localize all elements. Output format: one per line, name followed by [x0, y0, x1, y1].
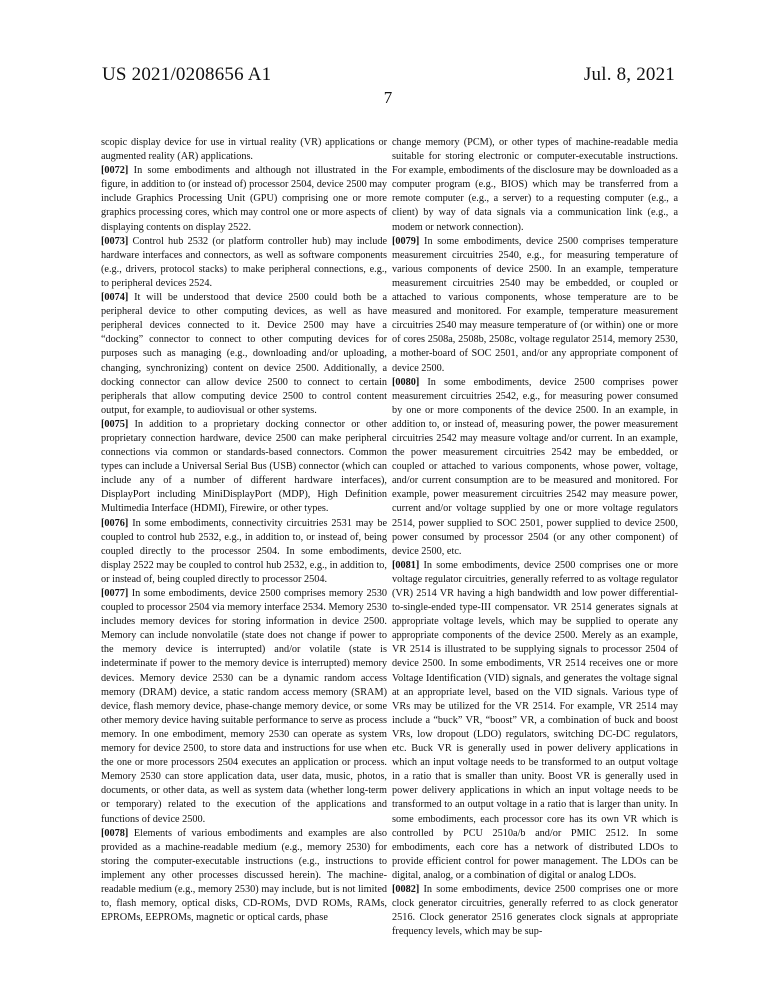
paragraph-0072	[101, 164, 387, 234]
left-column	[101, 136, 387, 925]
paragraph-0081	[392, 559, 678, 883]
paragraph-id: [0079]	[392, 235, 420, 247]
paragraph-text: In some embodiments, device 2500 comprises power measurement circuitries 2542, e.g., for measuring power consumed by one or more components of the device 2500. In an example, in addition to, or instead of, measuring power, the power measurement circuitries 2542 may measure voltage and/or current. In an example, the power measurement circuitries 2542 may be embedded, or coupled or attached to various components, whose power, voltage, and/or current consumption are to be measured and monitored. For example, power measurement circuitries 2542 may measure power, current and/or voltage supplied by one or more voltage regulators 2514, power supplied to SOC 2501, power supplied to device 2500, power consumed by processor 2504 (or any other component) of device 2500, etc.	[392, 376, 679, 557]
paragraph-0082	[392, 883, 678, 939]
paragraph-id: [0075]	[101, 418, 129, 430]
paragraph-text: scopic display device for use in virtual reality (VR) applications or augmented reality (AR) applications.	[101, 137, 387, 163]
paragraph-id: [0073]	[101, 235, 129, 247]
paragraph-text: In some embodiments, device 2500 comprises one or more voltage regulator circuitries, generally referred to as voltage regulator (VR) 2514 VR having a high bandwidth and low power differential-to-single-ended type-III compensator. VR 2514 generates signals at appropriate voltage levels, which may be supplied to operate any appropriate components of the device 2500. Merely as an example, VR 2514 is illustrated to be supplying signals to processor 2504 of device 2500. In some embodiments, VR 2514 receives one or more Voltage Identification (VID) signals, and generates the voltage signal at an appropriate level, based on the VID signals. Various type of VRs may be utilized for the VR 2514. For example, VR 2514 may include a “buck” VR, “boost” VR, a combination of buck and boost VRs, low dropout (LDO) regulators, switching DC-DC regulators, etc. Buck VR is generally used in power delivery applications in which an input voltage needs to be transformed to an output voltage in a ratio that is smaller than unity. Boost VR is generally used in power delivery applications in which an input voltage needs to be transformed to an output voltage in a ratio that is larger than unity. In some embodiments, each processor core has its own VR which is controlled by PCU 2510a/b and/or PMIC 2512. In some embodiments, each core has a network of distributed LDOs to provide efficient control for power management. The LDOs can be digital, analog, or a combination of digital or analog LDOs.	[392, 559, 679, 881]
paragraph-text: In some embodiments, device 2500 comprises temperature measurement circuitries 2540, e.g., for measuring temperature of various components of device 2500. In an example, temperature measurement circuitries 2540 may be embedded, or coupled or attached to various components, whose temperature are to be measured and monitored. For example, temperature measurement circuitries 2540 may measure temperature of (or within) one or more of cores 2508a, 2508b, 2508c, voltage regulator 2514, memory 2530, a mother-board of SOC 2501, and/or any appropriate component of device 2500.	[392, 235, 679, 374]
paragraph-text: In some embodiments, connectivity circuitries 2531 may be coupled to control hub 2532, e.g., in addition to, or instead of, being coupled directly to the processor 2504. In some embodiments, display 2522 may be coupled to control hub 2532, e.g., in addition to, or instead of, being coupled directly to processor 2504.	[101, 517, 387, 585]
paragraph-id: [0076]	[101, 517, 129, 529]
paragraph-text: It will be understood that device 2500 could both be a peripheral device to other computing devices, as well as have peripheral devices connected to it. Device 2500 may have a “docking” connector to connect to other computing devices for purposes such as managing (e.g., downloading and/or uploading, changing, synchronizing) content on device 2500. Additionally, a docking connector can allow device 2500 to connect to certain peripherals that allow computing device 2500 to control content output, for example, to audiovisual or other systems.	[101, 292, 388, 416]
paragraph-0075	[101, 418, 387, 517]
paragraph-text: In some embodiments, device 2500 comprises one or more clock generator circuitries, generally referred to as clock generator 2516. Clock generator 2516 generates clock signals at appropriate frequency levels, which may be sup-	[392, 883, 679, 938]
paragraph-0080	[392, 376, 678, 559]
paragraph-id: [0077]	[101, 588, 129, 599]
paragraph-id: [0082]	[392, 883, 420, 895]
paragraph-0074	[101, 291, 387, 418]
paragraph-text: In some embodiments, device 2500 comprises memory 2530 coupled to processor 2504 via memory interface 2534. Memory 2530 includes memory devices for storing information in device 2500. Memory can include nonvolatile (state does not change if power to the memory device is interrupted) and/or volatile (state is indeterminate if power to the memory device is interrupted) memory devices. Memory device 2530 can be a dynamic random access memory (DRAM) device, a static random access memory (SRAM) device, flash memory device, phase-change memory device, or some other memory device having suitable performance to serve as process memory. In one embodiment, memory 2530 can operate as system memory for device 2500, to store data and instructions for use when the one or more processors 2504 executes an application or process. Memory 2530 can store application data, user data, music, photos, documents, or other data, as well as system data (whether long-term or temporary) related to the execution of the applications and functions of device 2500.	[101, 588, 387, 825]
paragraph-text: Control hub 2532 (or platform controller hub) may include hardware interfaces and connectors, as well as software components (e.g., drivers, protocol stacks) to make peripheral connections, e.g., to peripheral devices 2524.	[101, 235, 388, 289]
paragraph-text: In addition to a proprietary docking connector or other proprietary connection hardware, device 2500 can make peripheral connections via common or standards-based connectors. Common types can include a Universal Serial Bus (USB) connector (which can include any of a number of different hardware interfaces), DisplayPort including MiniDisplayPort (MDP), High Definition Multimedia Interface (HDMI), Firewire, or other types.	[101, 418, 388, 515]
paragraph-continuation	[101, 136, 387, 164]
paragraph-id: [0074]	[101, 292, 129, 304]
paragraph-continuation	[392, 136, 678, 235]
paragraph-id: [0080]	[392, 376, 420, 388]
right-column	[392, 136, 678, 939]
publication-number: US 2021/0208656 A1	[102, 64, 272, 85]
paragraph-text: Elements of various embodiments and examples are also provided as a machine-readable medium (e.g., memory 2530) for storing the computer-executable instructions (e.g., instructions to implement any other processes discussed herein). The machine-readable medium (e.g., memory 2530) may include, but is not limited to, flash memory, optical disks, CD-ROMs, DVD ROMs, RAMs, EPROMs, EEPROMs, magnetic or optical cards, phase	[101, 827, 387, 924]
paragraph-0079	[392, 235, 678, 376]
paragraph-id: [0081]	[392, 559, 420, 571]
publication-date: Jul. 8, 2021	[583, 64, 675, 85]
paragraph-text: change memory (PCM), or other types of machine-readable media suitable for storing electronic or computer-executable instructions. For example, embodiments of the disclosure may be downloaded as a computer program (e.g., BIOS) which may be transferred from a remote computer (e.g., a server) to a requesting computer (e.g., a client) by way of data signals via a communication link (e.g., a modem or network connection).	[392, 137, 678, 233]
paragraph-id: [0078]	[101, 827, 129, 839]
paragraph-0078	[101, 827, 387, 926]
paragraph-0077	[101, 587, 387, 827]
paragraph-0073	[101, 235, 387, 291]
paragraph-0076	[101, 517, 387, 587]
paragraph-id: [0072]	[101, 165, 129, 177]
paragraph-text: In some embodiments and although not illustrated in the figure, in addition to (or instead of) processor 2504, device 2500 may include Graphics Processing Unit (GPU) comprising one or more graphics processing cores, which may control one or more aspects of displaying contents on display 2522.	[101, 165, 388, 233]
page-number: 7	[383, 88, 393, 107]
